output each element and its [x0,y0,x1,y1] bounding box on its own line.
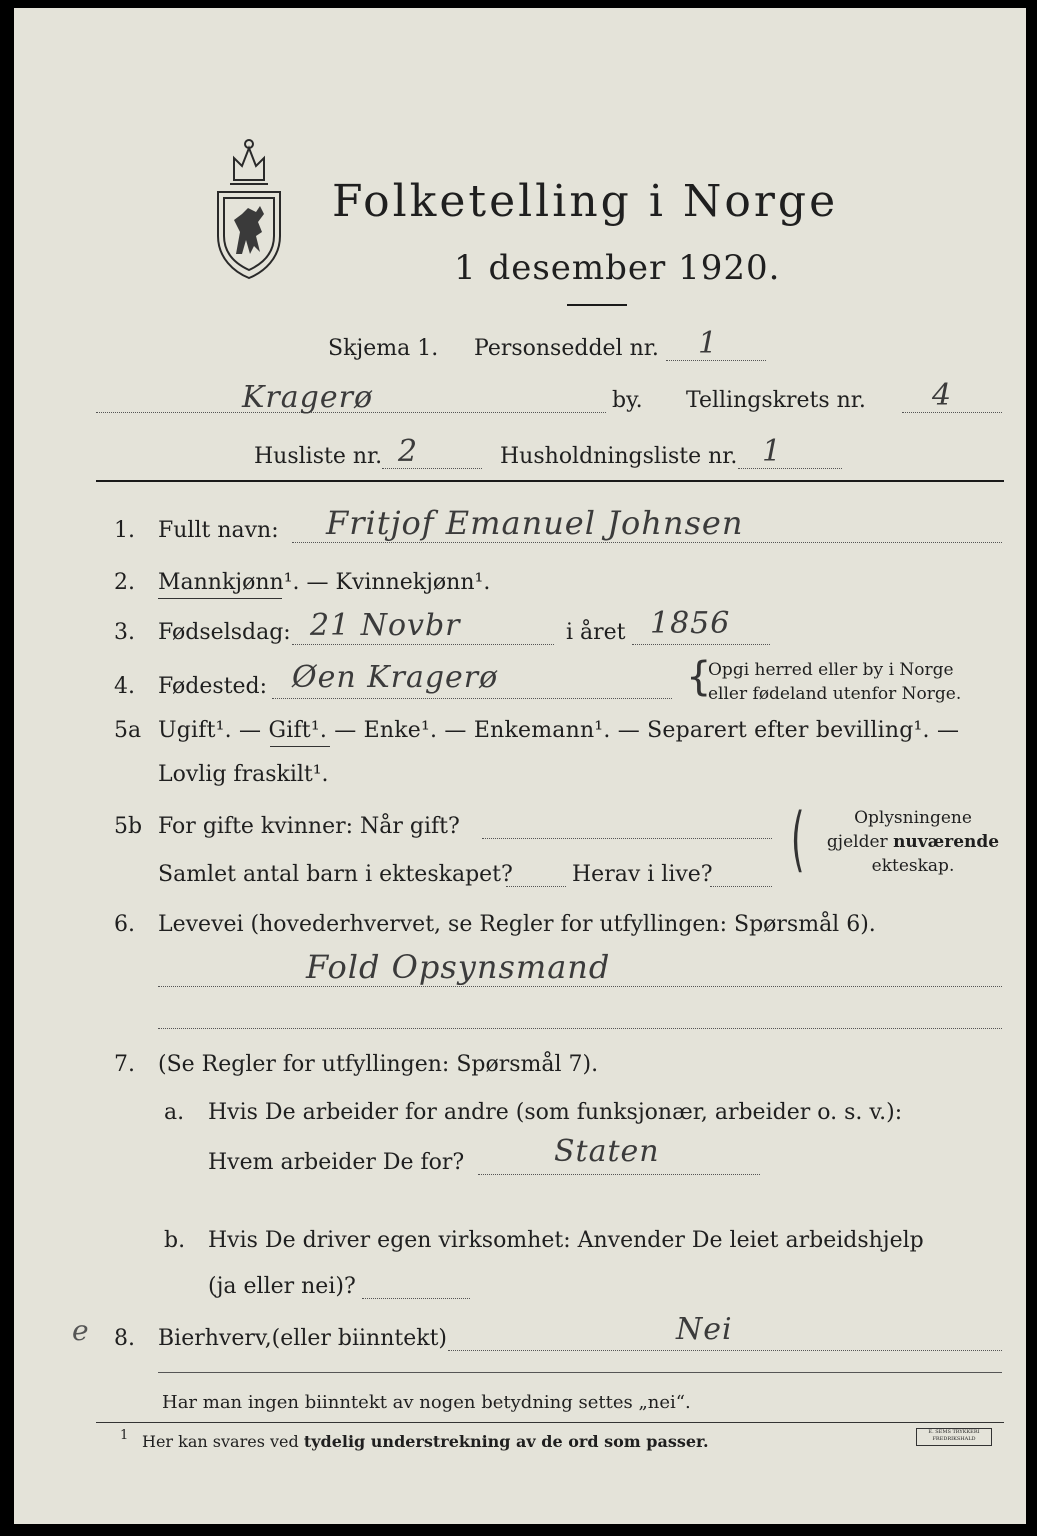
tellingskrets-value: 4 [932,378,953,413]
q8-number: 8. [114,1326,135,1351]
q4-label: Fødested: [158,674,268,699]
q5b-note [818,806,1008,878]
schema-label: Skjema 1. [328,336,439,361]
footnote-rule [96,1422,1004,1423]
q7b-line [362,1298,470,1299]
q2-number: 2. [114,570,135,595]
husliste-line [382,468,482,469]
q1-value: Fritjof Emanuel Johnsen [326,504,744,542]
q8-label: Bierhverv,(eller biinntekt) [158,1326,447,1351]
q5b-label1: For gifte kvinner: Når gift? [158,814,460,839]
q3-year-value: 1856 [650,606,731,641]
q1-number: 1. [114,518,135,543]
q2-label: Mannkjønn¹. — Kvinnekjønn¹. [158,570,491,595]
q5b-note-line3: ekteskap. [871,856,955,876]
q1-line [292,542,1002,543]
q5b-brace: ( [790,798,805,880]
printer-stamp: E. SEMS TRYKKERI FREDRIKSHALD [916,1428,992,1446]
bottom-rule [158,1372,1002,1373]
q6-line1 [158,986,1002,987]
q5b-number: 5b [114,814,143,839]
title-divider [567,304,627,306]
q7a-line1: Hvis De arbeider for andre (som funksjonær, arbeider o. s. v.): [208,1100,903,1125]
census-date: 1 desember 1920. [454,248,781,288]
q5b-note-line2b: nuværende [893,832,1000,852]
footnote-text [142,1432,709,1451]
header-rule [96,480,1004,482]
q5b-children-line [506,886,566,887]
tellingskrets-label: Tellingskrets nr. [686,388,866,413]
footnote-text-b: tydelig understrekning av de ord som passer. [303,1432,709,1451]
q5a-underline [270,746,330,747]
city-suffix: by. [612,388,643,413]
husholdning-label: Husholdningsliste nr. [500,444,738,469]
q6-label: Levevei (hovederhvervet, se Regler for utfyllingen: Spørsmål 6). [158,912,876,937]
q3-year-line [632,644,770,645]
census-form [14,8,1026,1524]
q3-number: 3. [114,620,135,645]
q4-note-line1: Opgi herred eller by i Norge [708,660,954,680]
q5a-line1: Ugift¹. — Gift¹. — Enke¹. — Enkemann¹. — Separert efter bevilling¹. — [158,718,960,743]
q8-value: Nei [676,1312,733,1347]
q4-line [272,698,672,699]
q7b-line1: Hvis De driver egen virksomhet: Anvender De leiet arbeidshjelp [208,1228,924,1253]
norwegian-coat-of-arms-icon [204,136,294,284]
personseddel-value: 1 [698,326,719,361]
q3-label: Fødselsdag: [158,620,291,645]
q7b-line2: (ja eller nei)? [208,1274,356,1299]
q5b-note-line2 [818,830,1008,854]
footer-note: Har man ingen biinntekt av nogen betydning settes „nei“. [162,1392,691,1413]
q5a-number: 5a [114,718,142,743]
q4-value: Øen Kragerø [292,660,499,695]
form-title: Folketelling i Norge [332,176,839,227]
q7a-line2: Hvem arbeider De for? [208,1150,465,1175]
footnote-number: 1 [120,1428,129,1443]
q5b-note-line2a: gjelder [826,832,888,852]
q3-year-label: i året [566,620,626,645]
q7b-letter: b. [164,1228,186,1253]
q3-value: 21 Novbr [310,608,461,643]
q7a-letter: a. [164,1100,185,1125]
q2-underline [158,598,282,599]
q7a-value: Staten [554,1134,660,1169]
q6-value: Fold Opsynsmand [306,948,611,986]
footnote-text-a: Her kan svares ved [142,1432,299,1451]
q7-label: (Se Regler for utfyllingen: Spørsmål 7). [158,1052,599,1077]
q4-note-line2: eller fødeland utenfor Norge. [708,684,962,704]
husholdning-line [738,468,842,469]
q4-number: 4. [114,674,135,699]
q5b-note-line1: Oplysningene [854,808,972,828]
q6-number: 6. [114,912,135,937]
q5b-alive-line [710,886,772,887]
q5b-married-line [482,838,772,839]
husliste-value: 2 [398,434,419,469]
q5b-label2: Samlet antal barn i ekteskapet? [158,862,513,887]
husliste-label: Husliste nr. [254,444,383,469]
q4-brace: { [686,654,712,700]
q7-number: 7. [114,1052,135,1077]
q3-line [292,644,554,645]
city-value: Kragerø [242,380,373,415]
personseddel-label: Personseddel nr. [474,336,659,361]
q6-line2 [158,1028,1002,1029]
q8-line [448,1350,1002,1351]
q8-margin-mark: e [72,1314,90,1347]
q1-label: Fullt navn: [158,518,279,543]
q7a-line [478,1174,760,1175]
husholdning-value: 1 [762,434,783,469]
q5a-line2: Lovlig fraskilt¹. [158,762,329,787]
q5b-label3: Herav i live? [572,862,713,887]
